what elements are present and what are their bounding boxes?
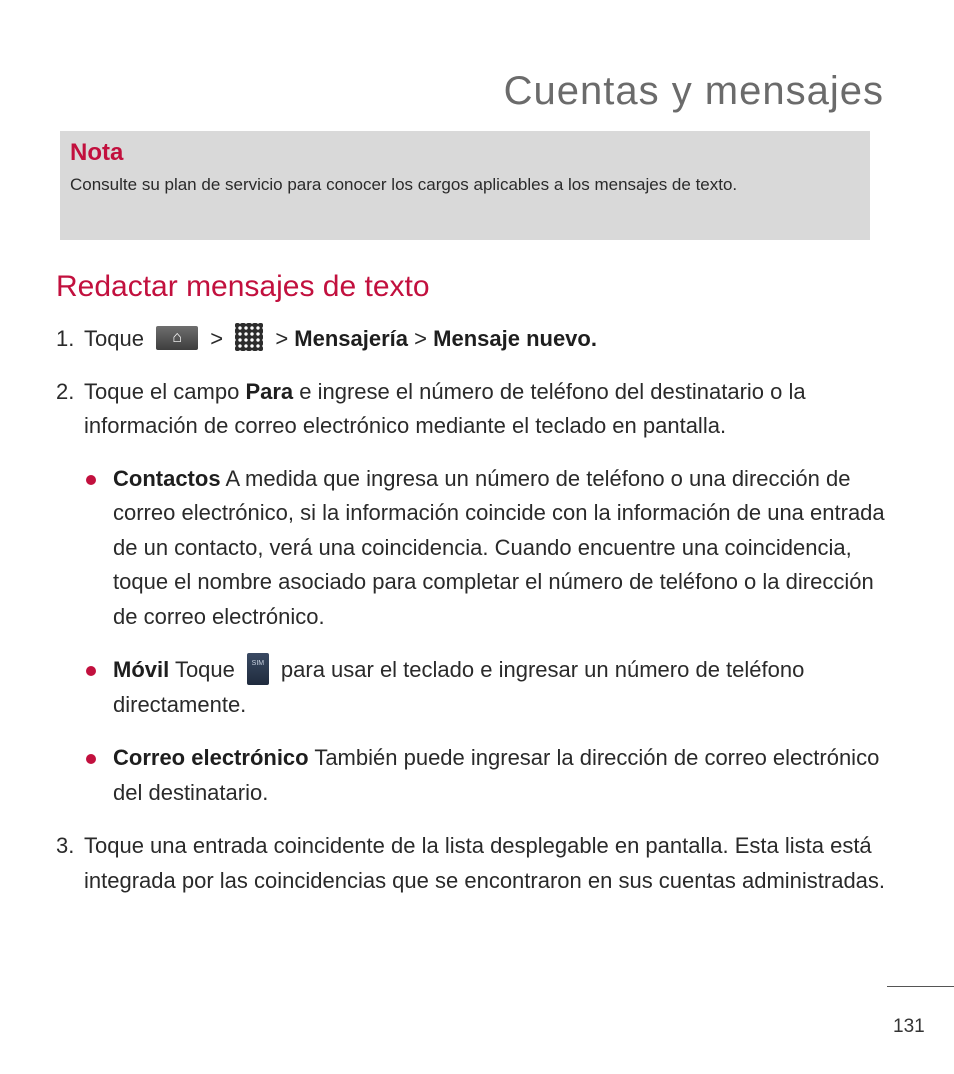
step-text: Toque una entrada coincidente de la lista desplegable en pantalla. Esta lista está integrada por las coincidencias que se encontraron en sus cuentas administradas. <box>84 833 886 893</box>
footer-rule <box>887 986 954 987</box>
bullet-label: Móvil <box>113 657 170 682</box>
bullet-text: A medida que ingresa un número de teléfono o una dirección de correo electrónico, si la información coincide con la información de una entrada de un contacto, verá una coincidencia. Cuando encuentre una coincidencia, toque el nombre asociado para completar el número de teléfono o la dirección de correo electrónico. <box>113 465 885 629</box>
menu-item-mensaje-nuevo: Mensaje nuevo. <box>433 326 597 351</box>
note-box <box>60 131 870 240</box>
note-title: Nota <box>70 139 124 166</box>
step-number: 1. <box>56 326 75 351</box>
page-number: 131 <box>893 1016 925 1037</box>
apps-icon <box>235 323 263 351</box>
separator: > <box>414 326 428 351</box>
step-2 <box>56 375 896 444</box>
step-text: Toque el campo <box>84 378 246 404</box>
home-key-icon <box>156 326 198 350</box>
instructions <box>56 322 896 916</box>
step-number: 2. <box>56 378 75 404</box>
bullet-correo <box>56 741 896 810</box>
step-3 <box>56 829 896 898</box>
bullet-dot <box>86 754 96 764</box>
menu-item-mensajeria: Mensajería <box>294 326 409 351</box>
chapter-title: Cuentas y mensajes <box>503 68 884 113</box>
bullet-movil <box>56 653 896 722</box>
step-number: 3. <box>56 833 75 858</box>
bullet-dot <box>86 475 96 485</box>
bullet-label: Correo electrónico <box>113 745 309 770</box>
bullet-dot <box>86 666 96 676</box>
field-name-para: Para <box>245 378 294 404</box>
separator: > <box>275 326 289 351</box>
step-text: Toque <box>84 326 144 351</box>
sim-card-icon <box>247 653 269 685</box>
note-text: Consulte su plan de servicio para conocer los cargos aplicables a los mensajes de texto. <box>70 175 738 194</box>
bullet-list <box>56 462 896 811</box>
bullet-text: para usar el teclado e ingresar un número de teléfono directamente. <box>113 657 805 717</box>
bullet-label: Contactos <box>113 465 221 491</box>
bullet-text: Toque <box>169 657 235 682</box>
separator: > <box>210 326 224 351</box>
bullet-contactos <box>56 462 896 635</box>
bullet-text: También puede ingresar la dirección de correo electrónico del destinatario. <box>113 745 880 805</box>
section-title: Redactar mensajes de texto <box>56 270 430 303</box>
step-text: e ingrese el número de teléfono del destinatario o la información de correo electrónico mediante el teclado en pantalla. <box>84 378 806 438</box>
step-1 <box>56 322 896 357</box>
